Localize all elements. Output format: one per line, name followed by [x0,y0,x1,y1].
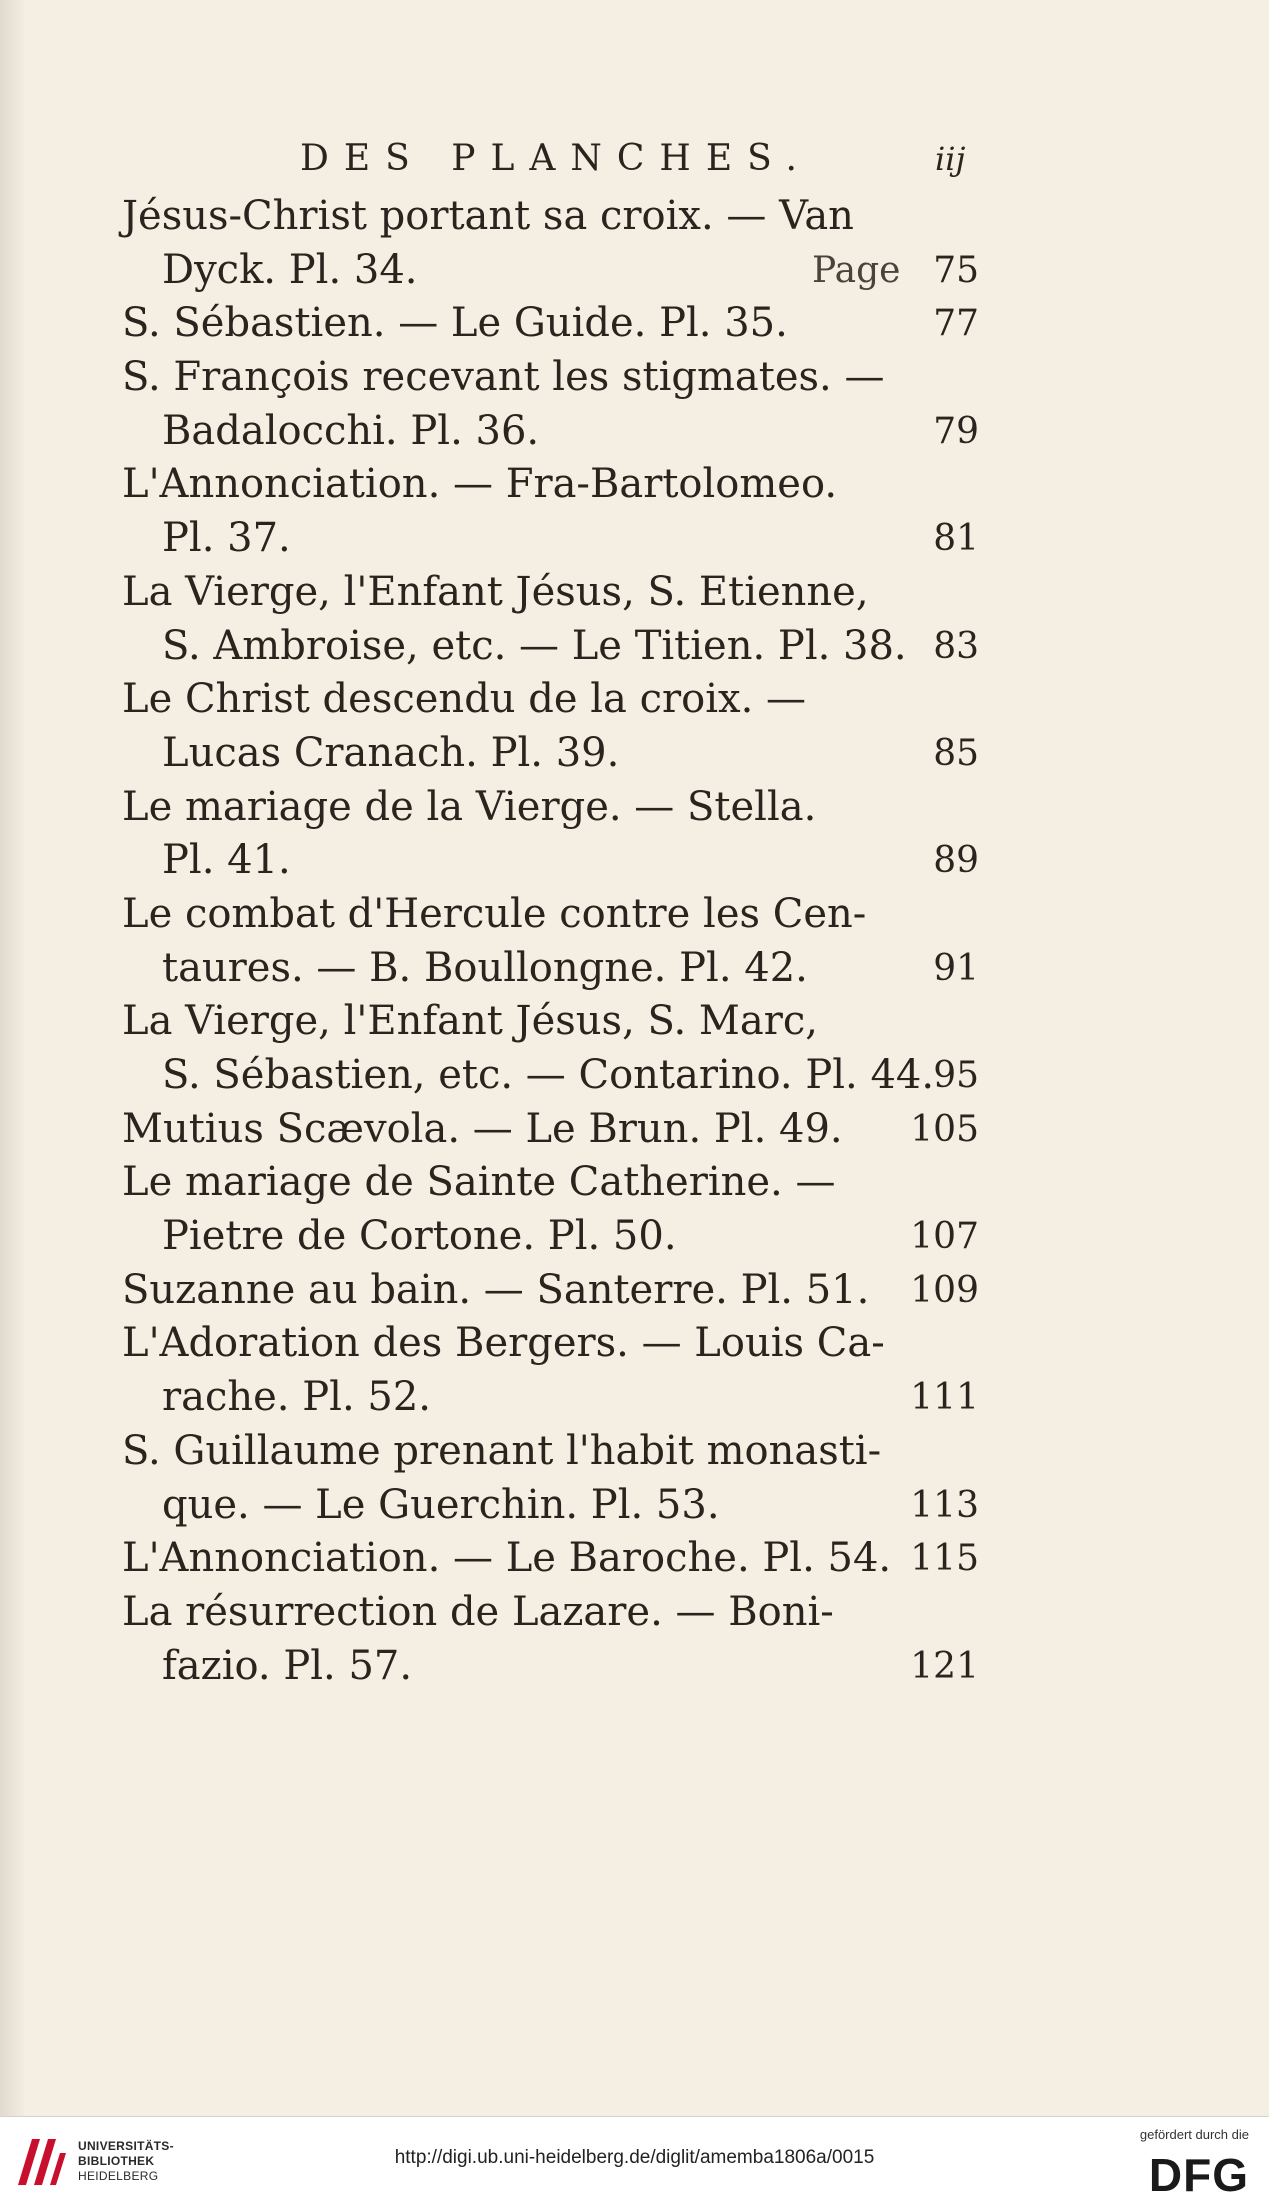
plates-table-of-contents [0,190,1269,1693]
toc-entry-text: Lucas Cranach. Pl. 39. [162,729,620,776]
toc-line [0,566,1269,620]
toc-entry-text: Le mariage de Sainte Catherine. — [122,1159,836,1206]
toc-entry-text: Le mariage de la Vierge. — Stella. [122,783,817,830]
institution-line: UNIVERSITÄTS- [78,2139,174,2153]
toc-entry-text: Le Christ descendu de la croix. — [122,676,807,723]
toc-entry-text: L'Annonciation. — Le Baroche. Pl. 54. [122,1535,892,1582]
page-number: 91 [933,947,979,989]
toc-line [0,1425,1269,1479]
toc-line [0,781,1269,835]
toc-entry [0,781,1269,888]
toc-entry-text: Badalocchi. Pl. 36. [162,407,540,454]
toc-line [0,1586,1269,1640]
page-number: 113 [910,1484,979,1526]
header-title: DES PLANCHES. [300,138,812,179]
page-folio: iij [935,140,966,178]
toc-line [0,512,1269,566]
toc-line [0,1317,1269,1371]
dfg-logo: DFG [1148,2149,1249,2201]
toc-entry-text: taures. — B. Boullongne. Pl. 42. [162,944,808,991]
toc-line [0,244,1269,298]
toc-entry-text: Jésus-Christ portant sa croix. — Van [122,193,854,239]
toc-line [0,995,1269,1049]
page-label: Page [812,249,901,291]
toc-entry-text: Pl. 37. [162,515,291,562]
toc-entry [0,1532,1269,1586]
toc-entry-text: que. — Le Guerchin. Pl. 53. [162,1481,720,1528]
toc-entry-text: Dyck. Pl. 34. [162,246,418,293]
toc-line [0,834,1269,888]
toc-line [0,727,1269,781]
page-number: 83 [933,625,979,667]
toc-entry-text: fazio. Pl. 57. [162,1642,413,1689]
sponsor-label: gefördert durch die [1139,2127,1249,2142]
toc-entry [0,1586,1269,1693]
toc-entry-text: S. Sébastien, etc. — Contarino. Pl. 44. [162,1052,935,1098]
toc-line [0,888,1269,942]
page-number: 109 [910,1269,979,1311]
page-number: 105 [910,1108,979,1150]
toc-line [0,1479,1269,1533]
page-number: 111 [910,1377,979,1419]
toc-entry [0,1156,1269,1263]
toc-line [0,620,1269,674]
running-header [0,138,1269,188]
toc-entry-text: Mutius Scævola. — Le Brun. Pl. 49. [122,1105,843,1152]
toc-entry [0,1264,1269,1318]
page-number: 75 [933,249,979,291]
page-number: 85 [933,732,979,774]
toc-line [0,1532,1269,1586]
toc-line [0,458,1269,512]
page-number: 81 [933,518,979,560]
toc-entry [0,1425,1269,1532]
toc-entry-text: rache. Pl. 52. [162,1374,431,1421]
toc-entry [0,566,1269,673]
page-number: 95 [933,1055,979,1096]
toc-entry-text: S. Ambroise, etc. — Le Titien. Pl. 38. [162,622,907,669]
toc-entry [0,1103,1269,1157]
page-number: 107 [910,1216,979,1258]
toc-entry-text: S. Guillaume prenant l'habit monasti- [122,1427,882,1474]
toc-line [0,1640,1269,1694]
toc-entry-text: S. François recevant les stigmates. — [122,354,885,401]
page-number: 89 [933,840,979,882]
toc-entry-text: L'Annonciation. — Fra-Bartolomeo. [122,461,838,508]
toc-entry-text: La résurrection de Lazare. — Boni- [122,1588,834,1635]
toc-entry-text: L'Adoration des Bergers. — Louis Ca- [122,1320,885,1367]
page-number: 79 [933,410,979,452]
toc-entry [0,995,1269,1102]
toc-line [0,1049,1269,1103]
toc-entry-text: Pl. 41. [162,837,291,884]
toc-line [0,1210,1269,1264]
toc-entry [0,297,1269,351]
toc-entry-text: Pietre de Cortone. Pl. 50. [162,1213,677,1260]
toc-line [0,1156,1269,1210]
institution-line: HEIDELBERG [78,2169,159,2183]
toc-line [0,405,1269,459]
toc-line [0,190,1269,244]
toc-entry [0,888,1269,995]
toc-line [0,297,1269,351]
toc-entry-text: La Vierge, l'Enfant Jésus, S. Marc, [122,998,818,1045]
permalink-url[interactable]: http://digi.ub.uni-heidelberg.de/diglit/amemba1806a/0015 [394,2147,875,2168]
toc-line [0,942,1269,996]
page-number: 121 [910,1645,979,1687]
institution-line: BIBLIOTHEK [78,2154,155,2168]
toc-entry-text: La Vierge, l'Enfant Jésus, S. Etienne, [122,568,869,615]
toc-entry [0,1317,1269,1424]
toc-entry-text: S. Sébastien. — Le Guide. Pl. 35. [122,300,788,347]
toc-entry-text: Le combat d'Hercule contre les Cen- [122,890,867,937]
toc-line [0,1264,1269,1318]
toc-line [0,673,1269,727]
toc-entry [0,458,1269,565]
page-number: 77 [933,303,979,345]
page-number: 115 [910,1538,979,1580]
toc-line [0,351,1269,405]
toc-entry-text: Suzanne au bain. — Santerre. Pl. 51. [122,1266,870,1313]
digitization-footer [0,2116,1269,2207]
toc-entry [0,673,1269,780]
toc-entry [0,190,1269,297]
toc-line [0,1371,1269,1425]
toc-entry [0,351,1269,458]
toc-line [0,1103,1269,1157]
